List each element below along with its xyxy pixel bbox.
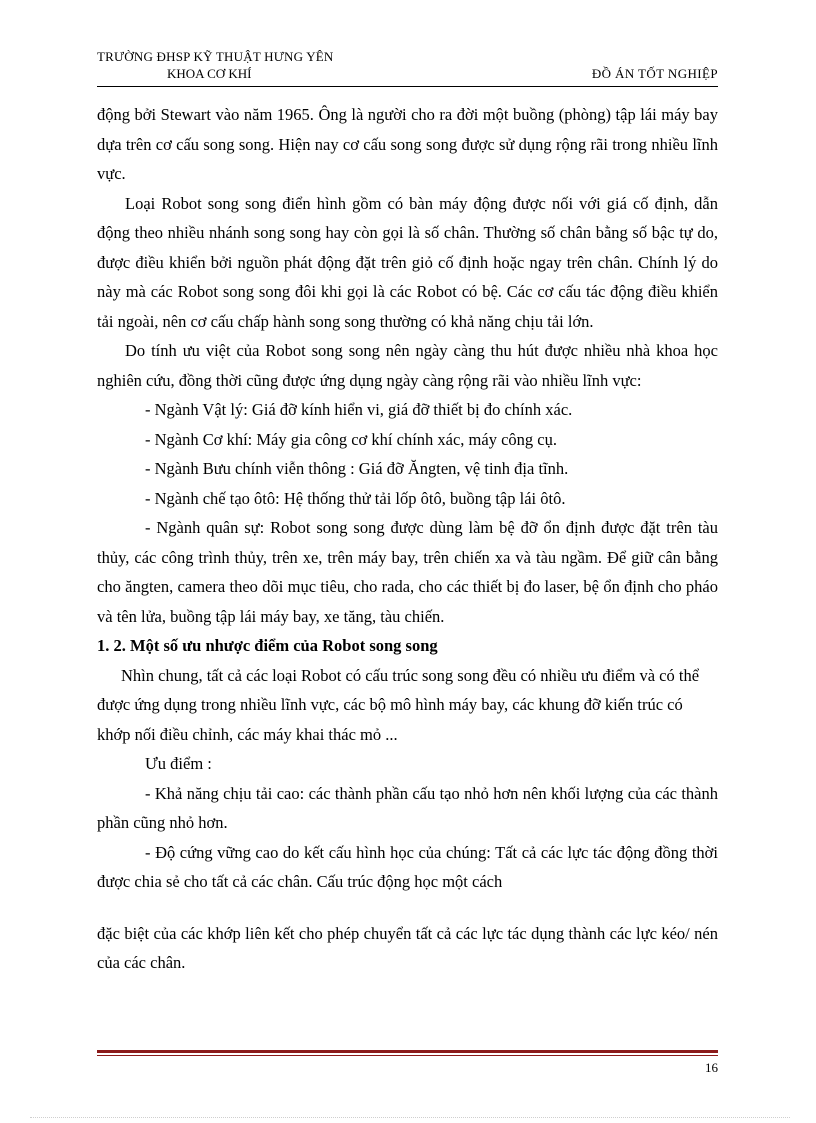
list-item: - Ngành quân sự: Robot song song được dùng làm bệ đỡ ổn định được đặt trên tàu thủy, các công trình thủy, trên xe, trên máy bay, trên chiến xa và tàu ngầm. Để giữ cân bằng cho ăngten, camera theo dõi mục tiêu, cho rada, cho các thiết bị đo laser, bệ ổn định cho pháo và tên lửa, buồng tập lái máy bay, xe tăng, tàu chiến. [97, 518, 718, 626]
page-header [97, 49, 718, 89]
footer-divider-thin [97, 1055, 718, 1056]
paragraph: động bởi Stewart vào năm 1965. Ông là người cho ra đời một buồng (phòng) tập lái máy bay dựa trên cơ cấu song song. Hiện nay cơ cấu song song được sử dụng rộng rãi trong nhiều lĩnh vực. [97, 105, 718, 183]
list-item: - Ngành Vật lý: Giá đỡ kính hiển vi, giá đỡ thiết bị đo chính xác. [145, 400, 573, 419]
paragraph: đặc biệt của các khớp liên kết cho phép chuyển tất cả các lực tác dụng thành các lực kéo/ nén của các chân. [97, 923, 718, 972]
footer-divider-thick [97, 1050, 718, 1053]
page-edge [30, 1117, 790, 1118]
paragraph: Nhìn chung, tất cả các loại Robot có cấu trúc song song đều có nhiều ưu điểm và có thể được ứng dụng trong nhiều lĩnh vực, các bộ mô hình máy bay, các khung đỡ kiến trúc có khớp nối điều chỉnh, các máy khai thác mỏ ... [97, 665, 700, 744]
header-divider [97, 86, 718, 87]
spacer [97, 897, 718, 919]
list-item: - Ngành Cơ khí: Máy gia công cơ khí chính xác, máy công cụ. [145, 429, 557, 449]
section-heading: 1. 2. Một số ưu nhược điểm của Robot song song [97, 636, 438, 655]
page-body [97, 100, 718, 978]
list-item: - Độ cứng vững cao do kết cấu hình học của chúng: Tất cả các lực tác động đồng thời được chia sẻ cho tất cả các chân. Cấu trúc động học một cách [97, 842, 718, 891]
faculty-name: KHOA CƠ KHÍ [167, 66, 252, 81]
paragraph: Do tính ưu việt của Robot song song nên ngày càng thu hút được nhiều nhà khoa học nghiên cứu, đồng thời cũng được ứng dụng ngày càng rộng rãi vào nhiều lĩnh vực: [97, 341, 718, 390]
page-number: 16 [705, 1060, 718, 1075]
document-type: ĐỒ ÁN TỐT NGHIỆP [591, 66, 718, 81]
list-item: - Ngành chế tạo ôtô: Hệ thống thử tải lốp ôtô, buồng tập lái ôtô. [145, 488, 566, 508]
list-item: - Ngành Bưu chính viễn thông : Giá đỡ Ăngten, vệ tinh địa tĩnh. [145, 459, 569, 478]
advantages-label: Ưu điểm : [145, 754, 212, 773]
school-name: TRƯỜNG ĐHSP KỸ THUẬT HƯNG YÊN [97, 49, 334, 64]
list-item: - Khả năng chịu tải cao: các thành phần cấu tạo nhỏ hơn nên khối lượng của các thành phần cũng nhỏ hơn. [97, 783, 718, 832]
paragraph: Loại Robot song song điển hình gồm có bàn máy động được nối với giá cố định, dẫn động theo nhiều nhánh song song hay còn gọi là số chân. Thường số chân bằng số bậc tự do, được điều khiển bởi nguồn phát động đặt trên giỏ cố định hoặc ngay trên chân. Chính lý do này mà các Robot song song đôi khi gọi là các Robot có bệ. Các cơ cấu tác động điều khiển tải ngoài, nên cơ cấu chấp hành song song thường có khả năng chịu tải lớn. [97, 193, 718, 331]
